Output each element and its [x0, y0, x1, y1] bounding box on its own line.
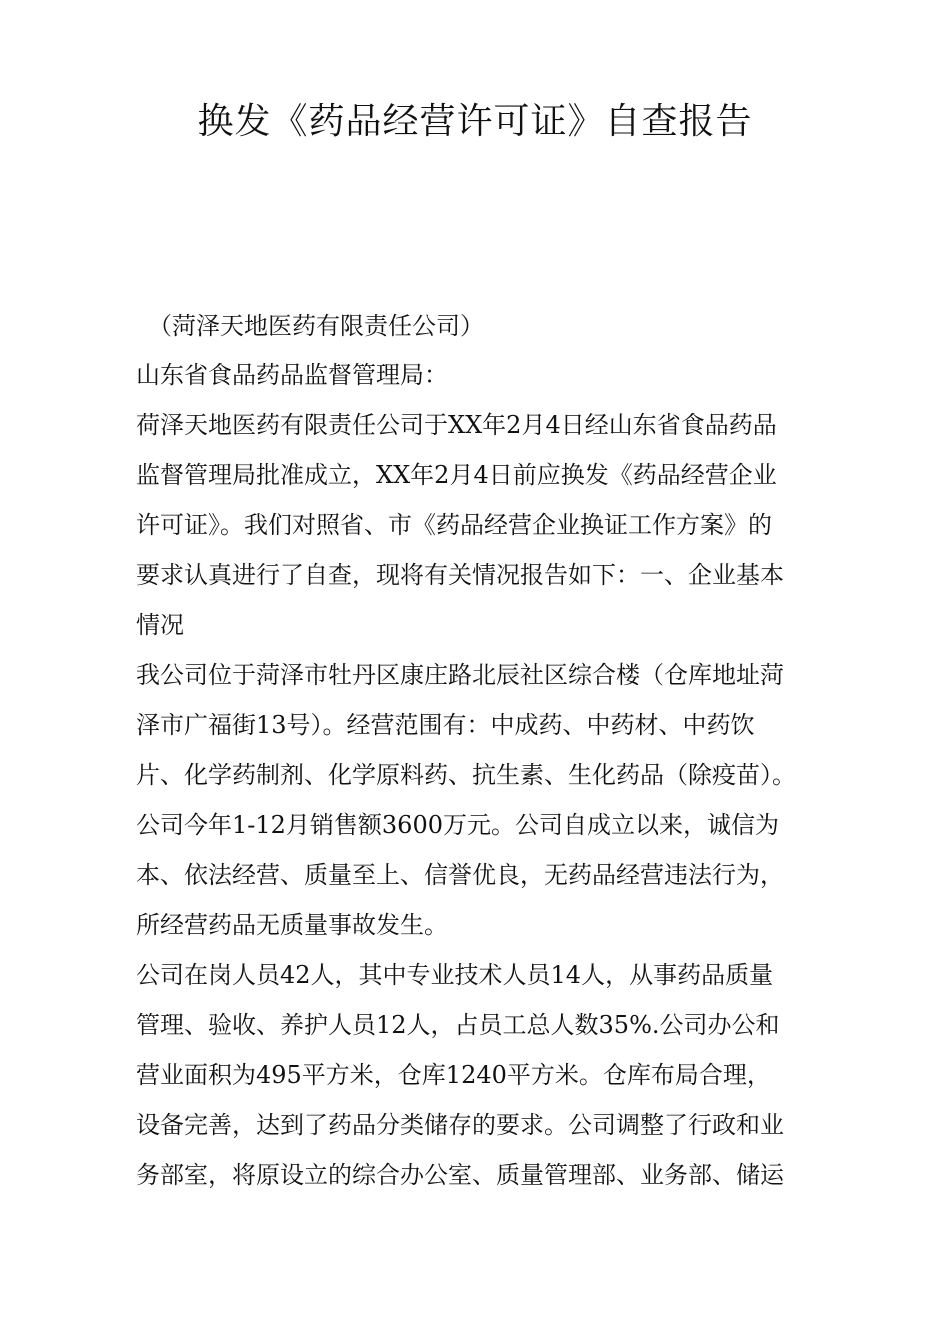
text-line: 公司今年1-12月销售额3600万元。公司自成立以来，诚信为 — [136, 811, 779, 839]
text-line: 山东省食品药品监督管理局： — [136, 361, 448, 389]
text-line: 本、依法经营、质量至上、信誉优良，无药品经营违法行为， — [136, 861, 784, 889]
text-line: 营业面积为495平方米，仓库1240平方米。仓库布局合理， — [136, 1061, 771, 1089]
text-line: 片、化学药制剂、化学原料药、抗生素、生化药品（除疫苗）。 — [136, 761, 796, 789]
text-line: 荷泽天地医药有限责任公司于XX年2月4日经山东省食品药品 — [136, 411, 777, 439]
company-note: （菏泽天地医药有限责任公司） — [148, 312, 484, 340]
text-line: 监督管理局批准成立，XX年2月4日前应换发《药品经营企业 — [136, 461, 777, 489]
text-line: 许可证》。我们对照省、市《药品经营企业换证工作方案》的 — [136, 511, 772, 539]
text-line: 我公司位于菏泽市牡丹区康庄路北辰社区综合楼（仓库地址菏 — [136, 661, 784, 689]
text-line: 所经营药品无质量事故发生。 — [136, 911, 448, 939]
text-line: 要求认真进行了自查，现将有关情况报告如下：一、企业基本 — [136, 561, 784, 589]
text-line: 公司在岗人员42人，其中专业技术人员14人，从事药品质量 — [136, 961, 774, 989]
text-line: 设备完善，达到了药品分类储存的要求。公司调整了行政和业 — [136, 1111, 784, 1139]
document-title: 换发《药品经营许可证》自查报告 — [197, 101, 753, 142]
text-line: 泽市广福街13号）。经营范围有：中成药、中药材、中药饮 — [136, 711, 755, 739]
text-line: 情况 — [136, 611, 184, 639]
text-line: 管理、验收、养护人员12人，占员工总人数35%.公司办公和 — [136, 1011, 780, 1039]
document-body — [136, 350, 856, 1200]
text-line: 务部室，将原设立的综合办公室、质量管理部、业务部、储运 — [136, 1161, 784, 1189]
